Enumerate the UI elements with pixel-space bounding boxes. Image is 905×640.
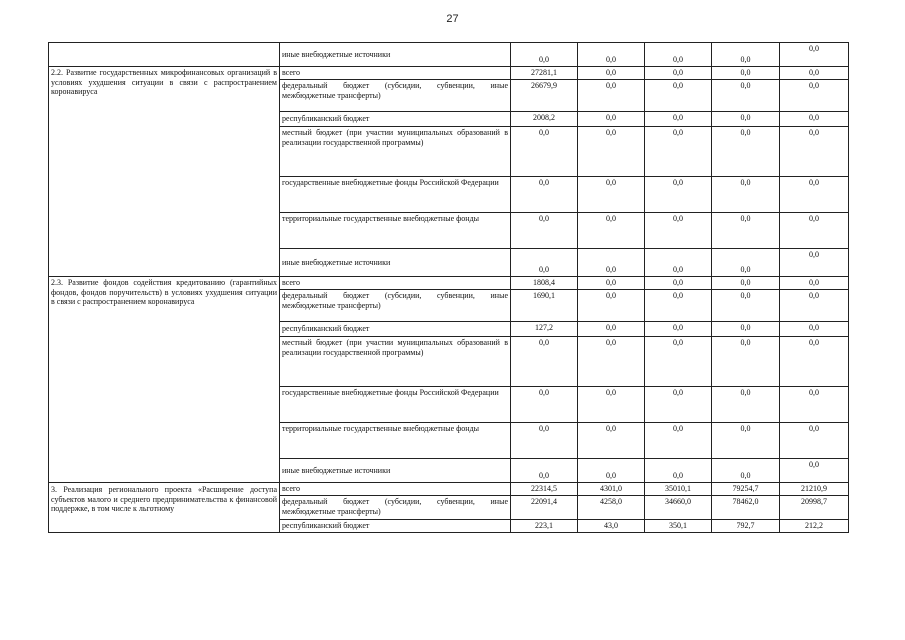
value-cell: 0,0 xyxy=(712,322,780,337)
value-cell: 0,0 xyxy=(578,459,645,483)
value-cell: 0,0 xyxy=(645,80,712,112)
value-cell: 0,0 xyxy=(780,277,849,290)
value-cell: 1808,4 xyxy=(511,277,578,290)
value-cell: 0,0 xyxy=(578,277,645,290)
source-cell: всего xyxy=(280,483,511,496)
measure-title: 3. Реализация регионального проекта «Расширение доступа субъектов малого и среднего предпринимательства к финансовой поддержке, в том числе к льготному xyxy=(51,485,277,513)
source-cell: иные внебюджетные источники xyxy=(280,249,511,277)
value-cell: 0,0 xyxy=(645,459,712,483)
value-cell: 0,0 xyxy=(645,277,712,290)
value-cell: 0,0 xyxy=(712,177,780,213)
value-cell: 0,0 xyxy=(712,112,780,127)
source-cell: иные внебюджетные источники xyxy=(280,43,511,67)
value-cell: 0,0 xyxy=(578,387,645,423)
value-cell: 0,0 xyxy=(712,249,780,277)
value-cell: 0,0 xyxy=(578,80,645,112)
value-cell: 0,0 xyxy=(712,43,780,67)
value-cell: 0,0 xyxy=(780,337,849,387)
value-cell: 0,0 xyxy=(578,290,645,322)
source-cell: государственные внебюджетные фонды Российской Федерации xyxy=(280,387,511,423)
value-cell: 0,0 xyxy=(578,177,645,213)
value-cell: 78462,0 xyxy=(712,496,780,520)
measure-title: 2.2. Развитие государственных микрофинансовых организаций в условиях ухудшения ситуации в связи с распространением коронавируса xyxy=(51,68,277,96)
value-cell: 0,0 xyxy=(780,67,849,80)
measure-title: 2.3. Развитие фондов содействия кредитованию (гарантийных фондов, фондов поручительств) в условиях ухудшения ситуации в связи с распространением коронавируса xyxy=(51,278,277,306)
value-cell: 4301,0 xyxy=(578,483,645,496)
source-cell: иные внебюджетные источники xyxy=(280,459,511,483)
value-cell: 79254,7 xyxy=(712,483,780,496)
value-cell: 0,0 xyxy=(780,177,849,213)
value-cell: 0,0 xyxy=(645,112,712,127)
value-cell: 0,0 xyxy=(511,459,578,483)
value-cell: 0,0 xyxy=(511,127,578,177)
value-cell: 0,0 xyxy=(645,249,712,277)
source-cell: федеральный бюджет (субсидии, субвенции, иные межбюджетные трансферты) xyxy=(280,80,511,112)
value-cell: 27281,1 xyxy=(511,67,578,80)
value-cell: 0,0 xyxy=(780,213,849,249)
source-cell: местный бюджет (при участии муниципальных образований в реализации государственной программы) xyxy=(280,127,511,177)
value-cell: 21210,9 xyxy=(780,483,849,496)
source-cell: федеральный бюджет (субсидии, субвенции, иные межбюджетные трансферты) xyxy=(280,290,511,322)
table-row xyxy=(49,277,849,290)
value-cell: 0,0 xyxy=(645,43,712,67)
value-cell: 223,1 xyxy=(511,520,578,533)
value-cell: 1690,1 xyxy=(511,290,578,322)
measure-cell xyxy=(49,67,280,277)
value-cell: 0,0 xyxy=(780,80,849,112)
source-cell: республиканский бюджет xyxy=(280,520,511,533)
value-cell: 0,0 xyxy=(511,213,578,249)
value-cell: 0,0 xyxy=(578,337,645,387)
source-cell: республиканский бюджет xyxy=(280,322,511,337)
source-cell: всего xyxy=(280,277,511,290)
value-cell: 0,0 xyxy=(578,423,645,459)
value-cell: 43,0 xyxy=(578,520,645,533)
source-cell: местный бюджет (при участии муниципальных образований в реализации государственной программы) xyxy=(280,337,511,387)
value-cell: 0,0 xyxy=(780,249,849,277)
value-cell: 0,0 xyxy=(712,387,780,423)
value-cell: 0,0 xyxy=(645,322,712,337)
source-cell: федеральный бюджет (субсидии, субвенции, иные межбюджетные трансферты) xyxy=(280,496,511,520)
value-cell: 127,2 xyxy=(511,322,578,337)
value-cell: 0,0 xyxy=(511,177,578,213)
measure-cell-empty xyxy=(49,43,280,67)
value-cell: 0,0 xyxy=(511,387,578,423)
value-cell: 0,0 xyxy=(645,423,712,459)
table-row xyxy=(49,67,849,80)
value-cell: 0,0 xyxy=(712,423,780,459)
value-cell: 0,0 xyxy=(645,337,712,387)
value-cell: 0,0 xyxy=(780,387,849,423)
value-cell: 0,0 xyxy=(780,43,849,67)
source-cell: территориальные государственные внебюджетные фонды xyxy=(280,423,511,459)
value-cell: 0,0 xyxy=(578,112,645,127)
value-cell: 0,0 xyxy=(780,322,849,337)
value-cell: 0,0 xyxy=(511,249,578,277)
value-cell: 0,0 xyxy=(712,213,780,249)
measure-cell xyxy=(49,483,280,533)
value-cell: 212,2 xyxy=(780,520,849,533)
page-number: 27 xyxy=(446,13,459,25)
value-cell: 34660,0 xyxy=(645,496,712,520)
measure-cell xyxy=(49,277,280,483)
value-cell: 0,0 xyxy=(712,459,780,483)
value-cell: 0,0 xyxy=(712,67,780,80)
source-cell: республиканский бюджет xyxy=(280,112,511,127)
value-cell: 0,0 xyxy=(780,423,849,459)
value-cell: 22314,5 xyxy=(511,483,578,496)
value-cell: 0,0 xyxy=(780,127,849,177)
table-row xyxy=(49,483,849,496)
value-cell: 792,7 xyxy=(712,520,780,533)
value-cell: 0,0 xyxy=(578,127,645,177)
source-cell: государственные внебюджетные фонды Российской Федерации xyxy=(280,177,511,213)
value-cell: 26679,9 xyxy=(511,80,578,112)
value-cell: 0,0 xyxy=(645,290,712,322)
value-cell: 0,0 xyxy=(712,290,780,322)
value-cell: 0,0 xyxy=(511,43,578,67)
value-cell: 0,0 xyxy=(578,213,645,249)
value-cell: 0,0 xyxy=(780,112,849,127)
value-cell: 0,0 xyxy=(712,277,780,290)
value-cell: 350,1 xyxy=(645,520,712,533)
source-cell: территориальные государственные внебюджетные фонды xyxy=(280,213,511,249)
value-cell: 4258,0 xyxy=(578,496,645,520)
value-cell: 0,0 xyxy=(578,322,645,337)
value-cell: 35010,1 xyxy=(645,483,712,496)
value-cell: 0,0 xyxy=(578,67,645,80)
value-cell: 20998,7 xyxy=(780,496,849,520)
value-cell: 0,0 xyxy=(712,127,780,177)
value-cell: 0,0 xyxy=(511,423,578,459)
value-cell: 2008,2 xyxy=(511,112,578,127)
value-cell: 0,0 xyxy=(645,213,712,249)
value-cell: 22091,4 xyxy=(511,496,578,520)
value-cell: 0,0 xyxy=(645,387,712,423)
value-cell: 0,0 xyxy=(578,43,645,67)
table-row xyxy=(49,43,849,67)
value-cell: 0,0 xyxy=(712,337,780,387)
value-cell: 0,0 xyxy=(645,127,712,177)
source-cell: всего xyxy=(280,67,511,80)
value-cell: 0,0 xyxy=(645,67,712,80)
value-cell: 0,0 xyxy=(645,177,712,213)
financing-table xyxy=(48,42,849,533)
value-cell: 0,0 xyxy=(511,337,578,387)
value-cell: 0,0 xyxy=(780,459,849,483)
value-cell: 0,0 xyxy=(578,249,645,277)
value-cell: 0,0 xyxy=(712,80,780,112)
value-cell: 0,0 xyxy=(780,290,849,322)
